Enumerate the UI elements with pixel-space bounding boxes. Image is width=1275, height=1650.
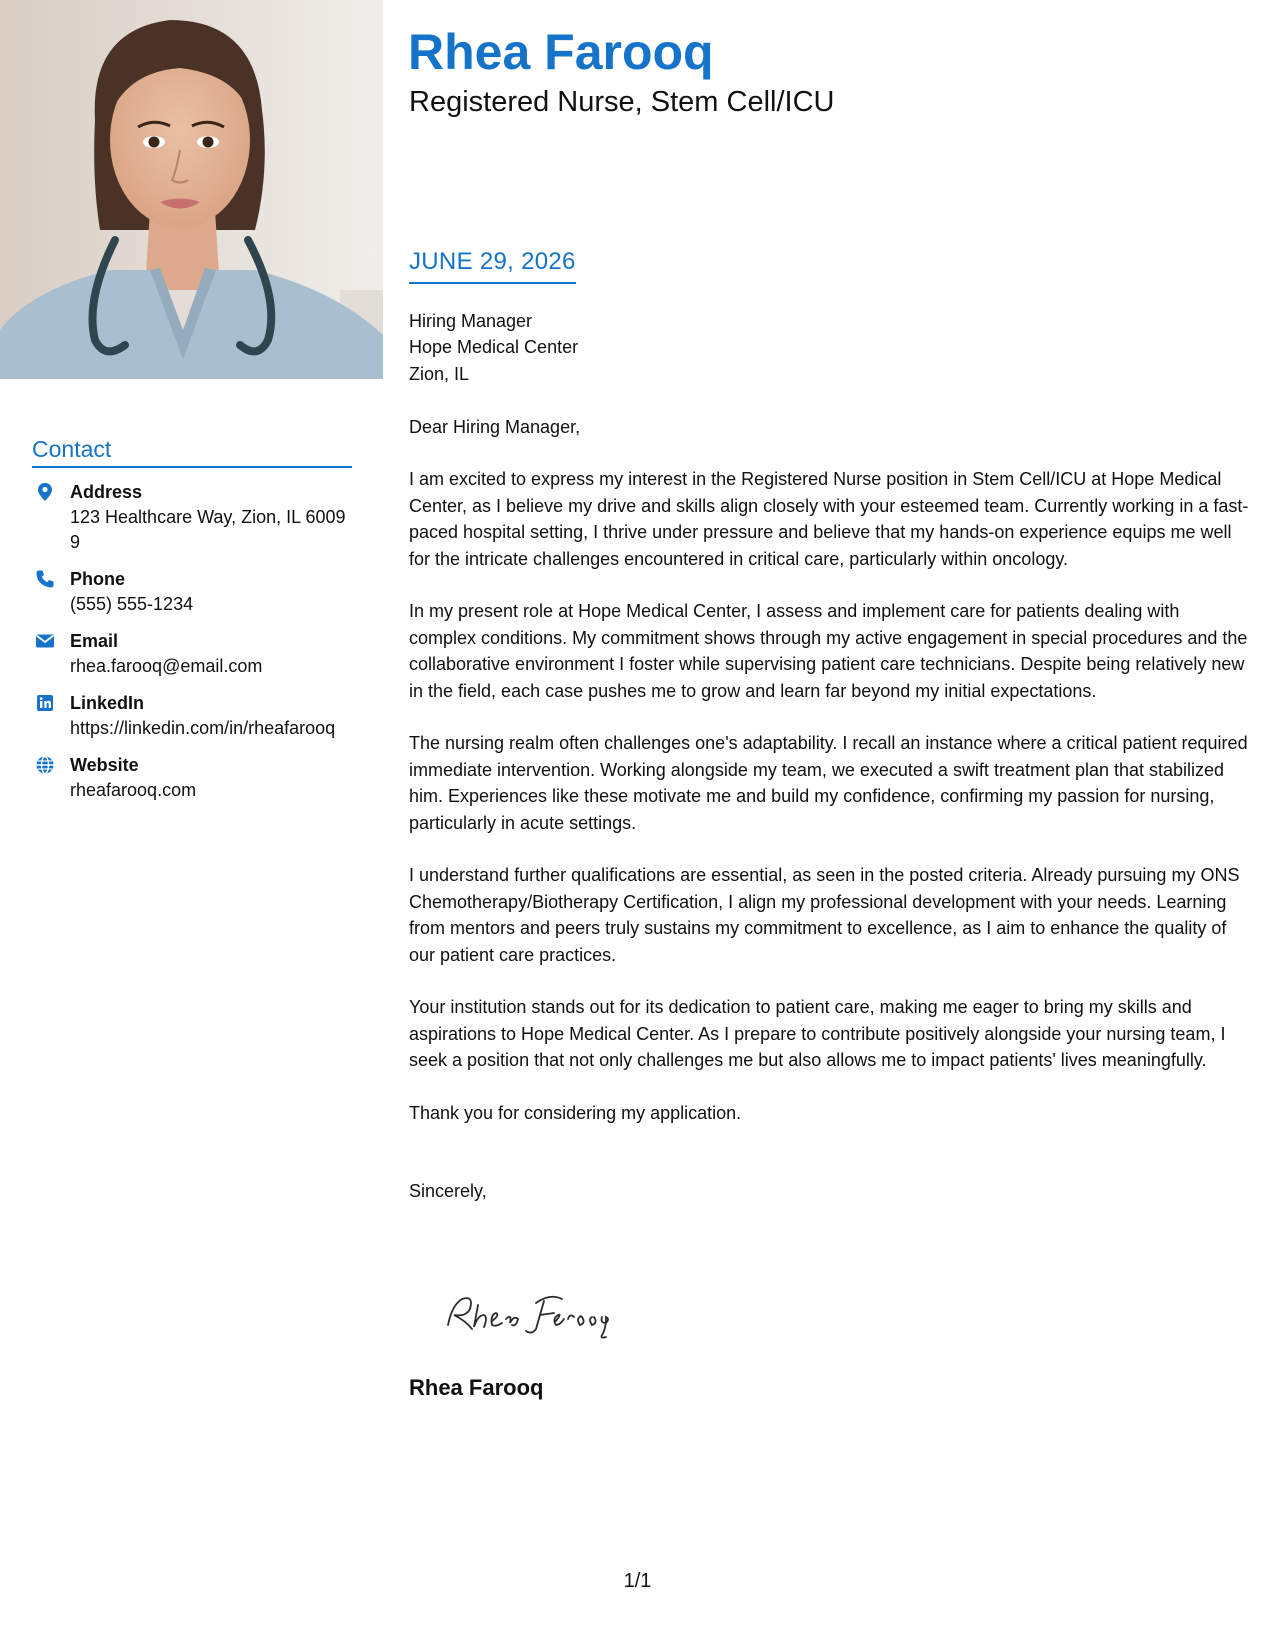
contact-heading: Contact: [32, 436, 352, 468]
recipient-organization: Hope Medical Center: [409, 337, 579, 358]
linkedin-label: LinkedIn: [70, 693, 145, 713]
letter-paragraph: The nursing realm often challenges one's adaptability. I recall an instance where a critical patient required immediate intervention. Working alongside my team, we executed a swift treatment plan that stabilized him. Experiences like these motivate me and build my confidence, confirming my passion for nursing, particularly in acute settings.: [409, 733, 1248, 833]
letter-body: [409, 308, 1249, 1205]
recipient-location: Zion, IL: [409, 363, 470, 384]
letter-date: JUNE 29, 2026: [409, 248, 576, 284]
email-icon: [35, 631, 55, 651]
contact-item-website: [32, 753, 352, 803]
website-value[interactable]: rheafarooq.com: [70, 780, 197, 800]
handwritten-signature: [440, 1285, 640, 1345]
letter-paragraph: Thank you for considering my application.: [409, 1103, 742, 1124]
salutation: Dear Hiring Manager,: [409, 416, 581, 437]
contact-item-linkedin: [32, 691, 352, 741]
letter-paragraph: I understand further qualifications are essential, as seen in the posted criteria. Already pursuing my ONS Chemotherapy/Biotherapy Certification, I align my professional development with your needs. Learning from mentors and peers truly sustains my commitment to excellence, as I aim to enhance the quality of our patient care practices.: [409, 865, 1240, 965]
applicant-role: Registered Nurse, Stem Cell/ICU: [409, 86, 835, 118]
globe-icon: [35, 755, 55, 775]
contact-section: [32, 436, 352, 815]
phone-icon: [35, 569, 55, 589]
letter-paragraph: I am excited to express my interest in the Registered Nurse position in Stem Cell/ICU at Hope Medical Center, as I believe my drive and skills align closely with your esteemed team. Currently working in a fast-paced hospital setting, I thrive under pressure and believe that my hands-on experience equips me well for the intricate challenges encountered in critical care, particularly within oncology.: [409, 469, 1249, 569]
contact-item-email: [32, 629, 352, 679]
profile-photo: [0, 0, 383, 379]
address-label: Address: [70, 482, 143, 502]
contact-item-phone: [32, 567, 352, 617]
closing: Sincerely,: [409, 1181, 487, 1202]
page-number: 1/1: [623, 1570, 652, 1592]
letter-paragraph: In my present role at Hope Medical Center, I assess and implement care for patients dealing with complex conditions. My commitment shows through my active engagement in special procedures and the collaborative environment I foster while supervising patient care technicians. Despite being relatively new in the field, each case pushes me to grow and learn far beyond my initial expectations.: [409, 601, 1248, 701]
letter-paragraph: Your institution stands out for its dedication to patient care, making me eager to bring my skills and aspirations to Hope Medical Center. As I prepare to contribute positively alongside your nursing team, I seek a position that not only challenges me but also allows me to impact patients' lives meaningfully.: [409, 997, 1226, 1071]
recipient-title: Hiring Manager: [409, 311, 533, 331]
signed-name: Rhea Farooq: [409, 1375, 544, 1400]
linkedin-value[interactable]: https://linkedin.com/in/rheafarooq: [70, 718, 336, 738]
email-label: Email: [70, 631, 119, 651]
location-pin-icon: [35, 482, 55, 502]
linkedin-icon: [35, 693, 55, 713]
website-label: Website: [70, 755, 139, 775]
address-value: 123 Healthcare Way, Zion, IL 60099: [70, 507, 346, 552]
phone-label: Phone: [70, 569, 126, 589]
contact-item-address: [32, 480, 352, 555]
applicant-name: Rhea Farooq: [408, 24, 714, 80]
phone-value[interactable]: (555) 555-1234: [70, 594, 194, 614]
recipient-block: [409, 308, 1249, 387]
email-value[interactable]: rhea.farooq@email.com: [70, 656, 263, 676]
